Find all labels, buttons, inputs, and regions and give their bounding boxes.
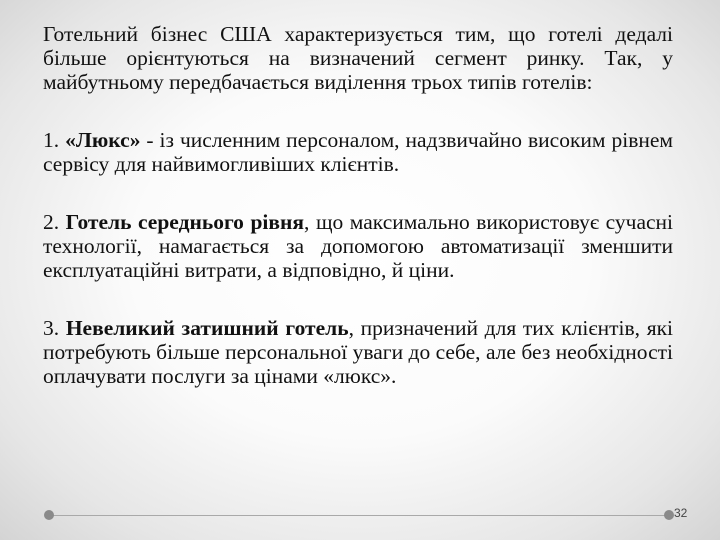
footer-dot-left-icon [44, 510, 54, 520]
intro-paragraph: Готельний бізнес США характеризується тим, що готелі дедалі більше орієнтуються на визначений сегмент ринку. Так, у майбутньому передбачається виділення трьох типів готелів: [43, 22, 673, 94]
item-text: - із численним персоналом, надзвичайно високим рівнем сервісу для найвимогливіших клієнтів. [43, 128, 673, 176]
item-title: «Люкс» [65, 128, 141, 152]
item-title: Готель середнього рівня [65, 210, 305, 234]
footer-dot-right-icon [664, 510, 674, 520]
slide-content [43, 22, 673, 388]
list-item-boutique [43, 316, 673, 388]
item-number: 3. [43, 316, 60, 340]
item-text: , призначений для тих клієнтів, які потребують більше персональної уваги до себе, але без необхідності оплачувати послуги за цінами «люкс». [43, 316, 674, 388]
list-item-midscale [43, 210, 673, 282]
list-item-luxury [43, 128, 673, 176]
page-number: 32 [674, 506, 688, 520]
item-number: 2. [43, 210, 60, 234]
item-text: , що максимально використовує сучасні технології, намагається за допомогою автоматизації зменшити експлуатаційні витрати, а відповідно, й ціни. [43, 210, 674, 282]
item-title: Невеликий затишний готель [65, 316, 349, 340]
item-number: 1. [43, 128, 60, 152]
footer-divider [50, 515, 670, 516]
